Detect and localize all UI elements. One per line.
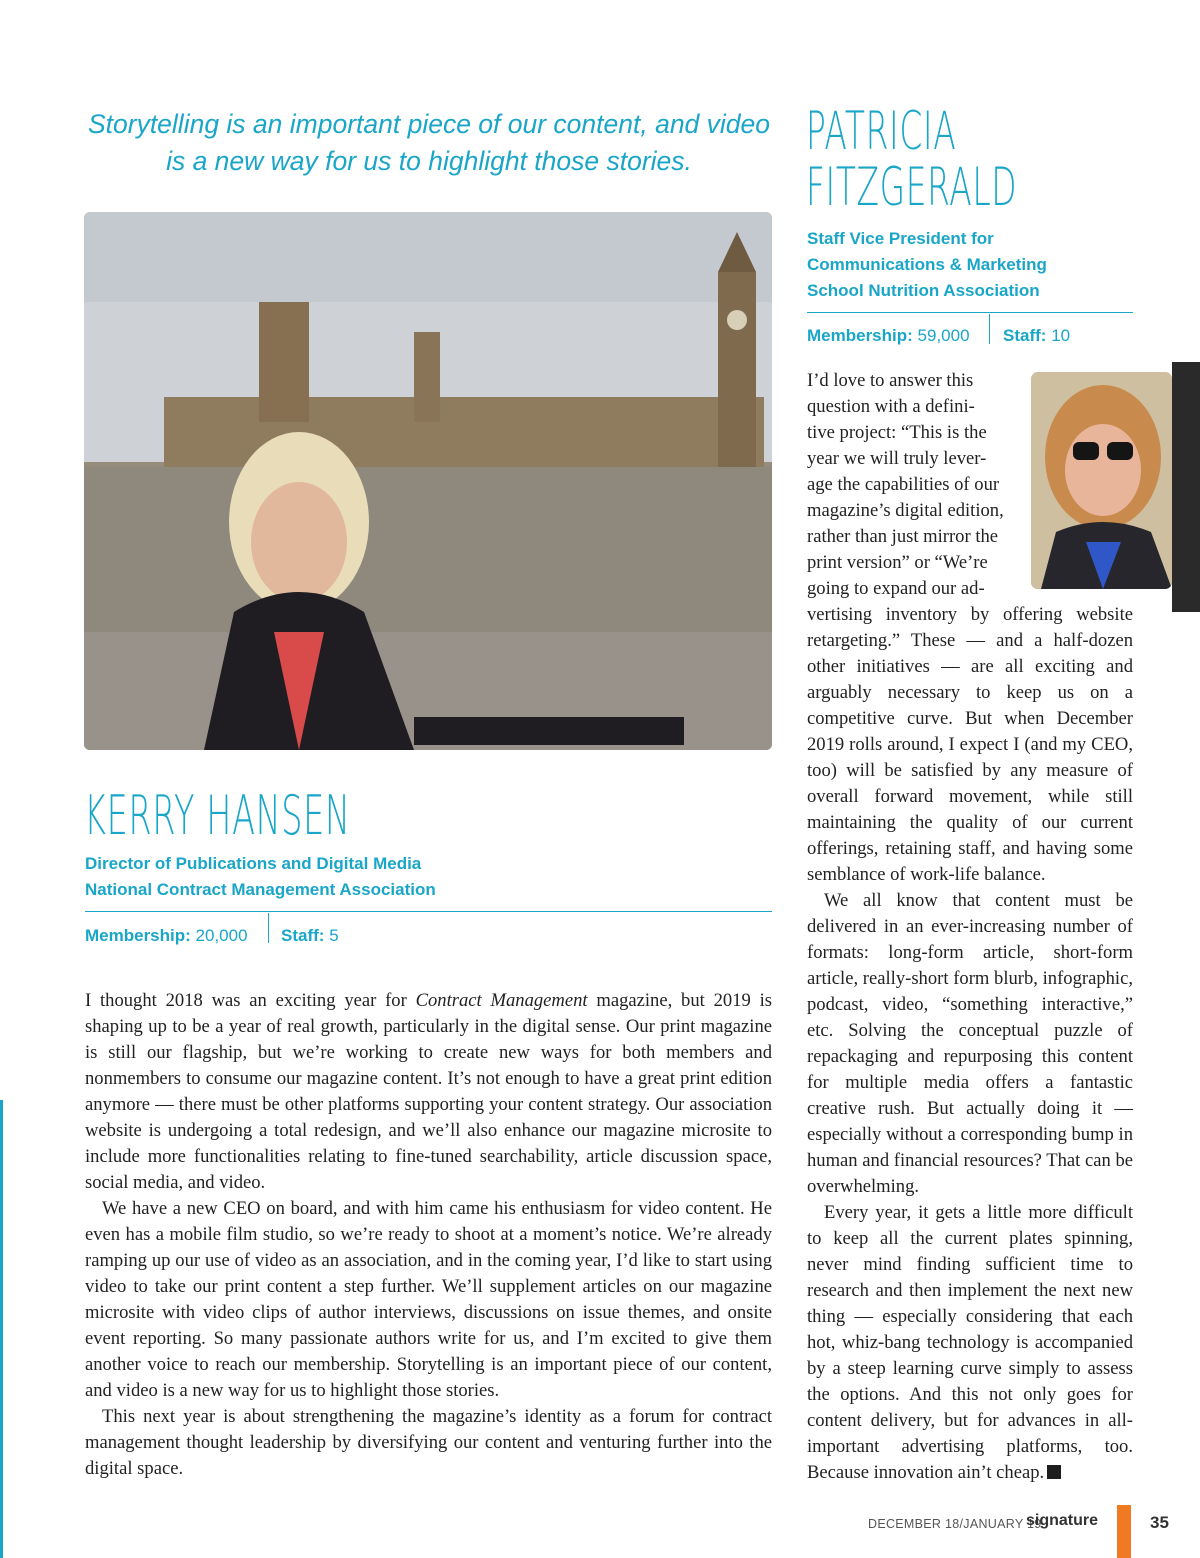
footer-issue: DECEMBER 18/JANUARY 19 [868, 1517, 1042, 1531]
kerry-title [85, 851, 436, 903]
name-line-1: PATRICIA [806, 101, 957, 162]
page-number: 35 [1150, 1513, 1169, 1532]
text-line: going to expand our ad- [807, 578, 985, 599]
pull-quote: Storytelling is an important piece of our content, and video is a new way for us to highlight those stories. [87, 109, 771, 176]
paragraph-text: Every year, it gets a little more difficult to keep all the current plates spinning, never mind finding sufficient time to research and then implement the next new thing — especially considering that each hot, whiz-bang technology is accompanied by a steep learning curve simply to assess the options. And this not only goes for content delivery, but for advances in all-important advertising platforms, too. Because innovation ain’t cheap. [807, 1202, 1133, 1483]
text-line: I’d love to answer this [807, 370, 974, 391]
title-line: Communications & Marketing [807, 255, 1047, 274]
kerry-staff [281, 926, 339, 946]
kerry-body [85, 988, 772, 1482]
paragraph [807, 1200, 1133, 1486]
title-line: School Nutrition Association [807, 281, 1040, 300]
stats-separator [268, 913, 269, 943]
text-line: age the capabilities of our [807, 474, 1000, 495]
membership-label: Membership: [85, 926, 191, 945]
text-line: year we will truly lever- [807, 448, 987, 469]
kerry-hansen-photo [84, 212, 772, 750]
text-line: question with a defini- [807, 396, 975, 417]
membership-value: 20,000 [195, 926, 248, 945]
text-line: rather than just mirror the [807, 526, 999, 547]
paragraph-text: magazine, but 2019 is shaping up to be a year of real growth, particularly in the digital sense. Our print magazine is still our flagship, but we’re working to create new ways for both members and nonmembers to consume our magazine content. It’s not enough to have a great print edition anymore — there must be other platforms supporting your content strategy. Our association website is undergoing a total redesign, and we’ll also enhance our magazine microsite to include more functionalities relating to fine-tuned searchability, article discussion space, social media, and video. [85, 990, 772, 1193]
text-line: magazine’s digital edition, [807, 500, 1004, 521]
text-line: tive project: “This is the [807, 422, 987, 443]
page-edge-tab [1172, 362, 1200, 612]
patricia-body [807, 602, 1133, 1486]
paragraph [85, 988, 772, 1196]
patricia-membership [807, 326, 970, 346]
staff-label: Staff: [1003, 326, 1047, 345]
westminster-scene-illustration [84, 212, 772, 750]
kerry-membership [85, 926, 248, 946]
kerry-name-heading [84, 786, 514, 846]
patricia-title [807, 226, 1047, 304]
stats-separator [989, 314, 990, 344]
paragraph: We all know that content must be delivered in an ever-increasing number of formats: long-form article, short-form article, really-short form blurb, infographic, podcast, video, “something interactive,” etc. Solving the conceptual puzzle of repackaging and repurposing this content for multiple media offers a fantastic creative rush. But actually doing it — especially without a corresponding bump in human and financial resources? That can be overwhelming. [807, 890, 1133, 1197]
text-line: print version” or “We’re [807, 552, 988, 573]
patricia-staff [1003, 326, 1070, 346]
paragraph: vertising inventory by offering website retargeting.” These — and a half-dozen other initiatives — are all exciting and arguably necessary to keep us on a competitive curve. But when December 2019 rolls around, I expect I (and my CEO, too) will be satisfied by any measure of overall forward movement, while still maintaining the quality of our current offerings, retaining staff, and having some semblance of work-life balance. [807, 604, 1133, 885]
membership-value: 59,000 [917, 326, 970, 345]
staff-value: 10 [1051, 326, 1071, 345]
patricia-name-heading [806, 101, 1147, 218]
name-line: KERRY HANSEN [84, 784, 351, 847]
title-line: Staff Vice President for [807, 229, 994, 248]
left-edge-accent [0, 1100, 3, 1558]
divider-rule [807, 312, 1133, 313]
divider-rule [85, 911, 772, 912]
title-line: Director of Publications and Digital Media [85, 854, 422, 873]
portrait-illustration [1031, 372, 1172, 589]
staff-value: 5 [329, 926, 339, 945]
patricia-wrap-lines [807, 368, 1017, 602]
paragraph: This next year is about strengthening the magazine’s identity as a forum for contract management thought leadership by diversifying our content and venturing further into the digital space. [85, 1406, 772, 1479]
footer-orange-bar [1117, 1505, 1131, 1558]
magazine-title: Contract Management [415, 990, 588, 1011]
end-mark-icon [1047, 1465, 1061, 1479]
footer-magazine: signature [1026, 1512, 1099, 1529]
title-line: National Contract Management Association [85, 880, 436, 899]
staff-label: Staff: [281, 926, 325, 945]
name-line-2: FITZGERALD [806, 157, 1018, 218]
paragraph: We have a new CEO on board, and with him came his enthusiasm for video content. He even has a mobile film studio, so we’re ready to shoot at a moment’s notice. We’re already ramping up our use of video as an association, and in the coming year, I’d like to start using video to take our print content a step further. We’ll supplement articles on our magazine microsite with video clips of author interviews, discussions on issue themes, and onsite event reporting. So many passionate authors write for us, and I’m excited to give them another voice to reach our membership. Storytelling is an important piece of our content, and video is a new way for us to highlight those stories. [85, 1198, 772, 1401]
membership-label: Membership: [807, 326, 913, 345]
patricia-fitzgerald-photo [1031, 372, 1172, 589]
paragraph-text: I thought 2018 was an exciting year for [85, 990, 416, 1011]
